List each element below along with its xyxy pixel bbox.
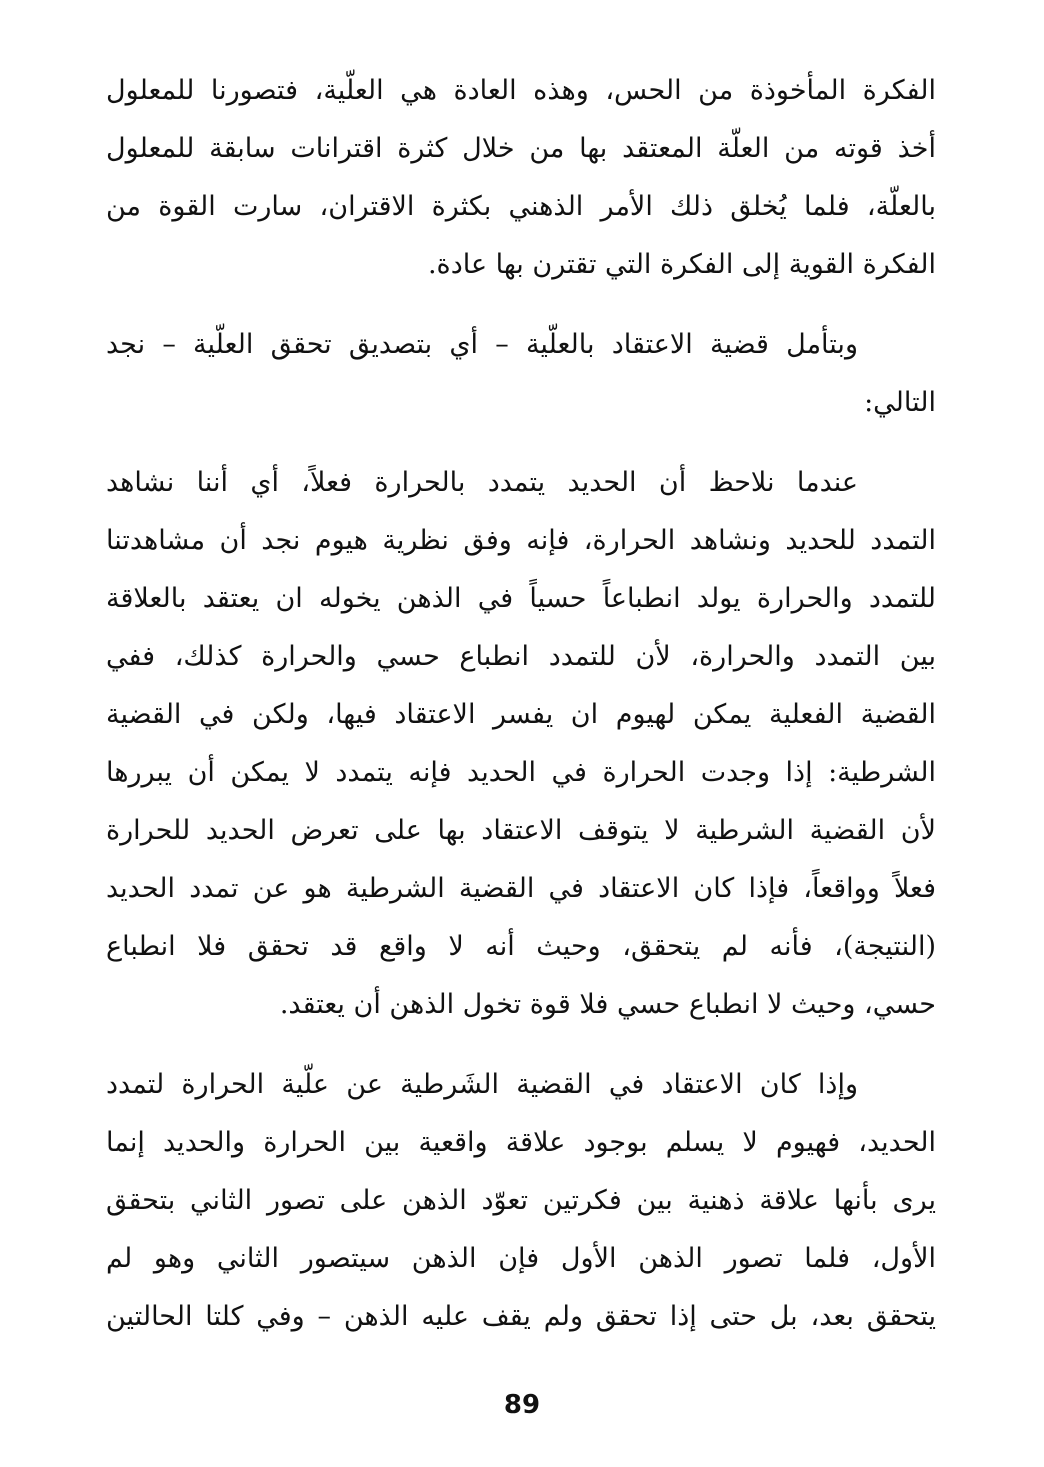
page-body: [106, 62, 936, 1346]
paragraph-3: [106, 454, 936, 1034]
text-line: حسي، وحيث لا انطباع حسي فلا قوة تخول الذهن أن يعتقد.: [279, 989, 936, 1020]
paragraph-gap: [106, 432, 936, 454]
text-line: وإذا كان الاعتقاد في القضية الشَرطية عن علّية الحرارة لتمدد: [106, 1069, 858, 1100]
text-line: الأول، فلما تصور الذهن الأول فإن الذهن سيتصور الثاني وهو لم: [106, 1243, 936, 1274]
text-line: أخذ قوته من العلّة المعتقد بها من خلال كثرة اقترانات سابقة للمعلول: [106, 133, 936, 164]
page-number: 89: [503, 1390, 541, 1420]
text-line: الحديد، فهيوم لا يسلم بوجود علاقة واقعية بين الحرارة والحديد إنما: [106, 1127, 936, 1158]
text-line: فعلاً وواقعاً، فإذا كان الاعتقاد في القضية الشرطية هو عن تمدد الحديد: [106, 873, 936, 904]
paragraph-1: [106, 62, 936, 294]
text-line: القضية الفعلية يمكن لهيوم ان يفسر الاعتقاد فيها، ولكن في القضية: [106, 699, 936, 730]
paragraph-gap: [106, 1034, 936, 1056]
text-line: عندما نلاحظ أن الحديد يتمدد بالحرارة فعلاً، أي أننا نشاهد: [106, 467, 858, 498]
text-line: لأن القضية الشرطية لا يتوقف الاعتقاد بها على تعرض الحديد للحرارة: [106, 815, 936, 846]
text-line: يتحقق بعد، بل حتى إذا تحقق ولم يقف عليه الذهن – وفي كلتا الحالتين: [106, 1301, 936, 1332]
text-line: الشرطية: إذا وجدت الحرارة في الحديد فإنه يتمدد لا يمكن أن يبررها: [106, 757, 936, 788]
paragraph-4: [106, 1056, 936, 1346]
text-line: بالعلّة، فلما يُخلق ذلك الأمر الذهني بكثرة الاقتران، سارت القوة من: [106, 191, 936, 222]
text-line: التمدد للحديد ونشاهد الحرارة، فإنه وفق نظرية هيوم نجد أن مشاهدتنا: [106, 525, 936, 556]
text-line: (النتيجة)، فأنه لم يتحقق، وحيث أنه لا واقع قد تحقق فلا انطباع: [106, 931, 936, 962]
text-line: الفكرة المأخوذة من الحس، وهذه العادة هي العلّية، فتصورنا للمعلول: [106, 75, 936, 106]
paragraph-2: [106, 316, 936, 432]
text-line: يرى بأنها علاقة ذهنية بين فكرتين تعوّد الذهن على تصور الثاني بتحقق: [106, 1185, 936, 1216]
text-line: وبتأمل قضية الاعتقاد بالعلّية – أي بتصديق تحقق العلّية – نجد: [106, 329, 858, 360]
text-line: بين التمدد والحرارة، لأن للتمدد انطباع حسي والحرارة كذلك، ففي: [106, 641, 936, 672]
text-line: الفكرة القوية إلى الفكرة التي تقترن بها عادة.: [427, 249, 936, 280]
paragraph-gap: [106, 294, 936, 316]
text-line: للتمدد والحرارة يولد انطباعاً حسياً في الذهن يخوله ان يعتقد بالعلاقة: [106, 583, 936, 614]
text-line: التالي:: [864, 387, 936, 418]
